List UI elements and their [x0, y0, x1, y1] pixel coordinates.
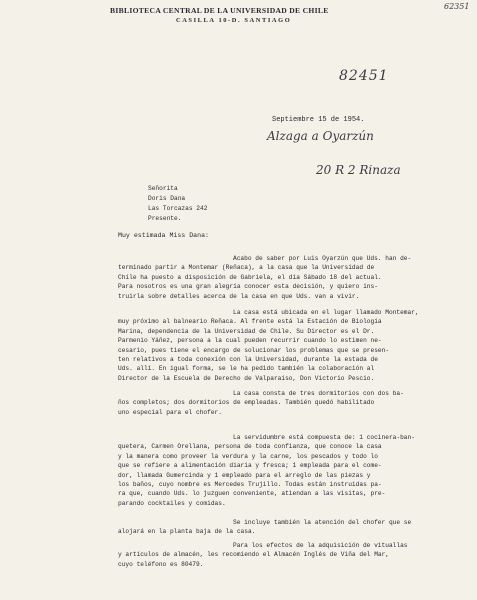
- paragraph-line: Para los efectos de la adquisición de vituallas: [233, 542, 408, 549]
- recipient-line: Las Torcazas 242: [148, 205, 208, 212]
- body-paragraph: [118, 254, 411, 301]
- paragraph-line: Acabo de saber por Luis Oyarzún que Uds. han de-: [233, 255, 412, 262]
- body-paragraph: [118, 541, 408, 569]
- paragraph-line: Para nosotros es una gran alegría conocer esta decisión, y quiero ins-: [118, 283, 378, 291]
- recipient-address: [148, 184, 207, 224]
- paragraph-line: quetera, Carmen Orellana, persona de toda confianza, que conoce la casa: [118, 443, 382, 451]
- catalog-number: 82451: [339, 68, 389, 84]
- handwritten-code-note: 20 R 2 Rinaza: [316, 163, 401, 177]
- body-paragraph: [118, 433, 415, 508]
- letterhead-title: BIBLIOTECA CENTRAL DE LA UNIVERSIDAD DE CHILE: [110, 6, 329, 15]
- paragraph-line: dor, llamada Gumercinda y 1 empleado para el arreglo de las piezas y: [118, 471, 371, 479]
- paragraph-line: ten relativos a toda conexión con la Universidad, durante la estada de: [118, 356, 378, 364]
- paragraph-line: y artículos de almacén, les recomiendo el Almacén Inglés de Viña del Mar,: [118, 551, 390, 559]
- paragraph-line: uno especial para el chofer.: [118, 408, 222, 416]
- body-paragraph: [118, 389, 404, 417]
- recipient-line: Presente.: [148, 215, 182, 222]
- paragraph-line: cuyo teléfono es 80479.: [118, 560, 204, 568]
- paragraph-line: muy próximo al balneario Reñaca. Al frente está la Estación de Biología: [118, 318, 382, 326]
- paragraph-line: ños completos; dos dormitorios de empleadas. También quedó habilitado: [118, 399, 375, 407]
- handwritten-name-note: Alzaga a Oyarzún: [267, 129, 374, 143]
- recipient-line: Doris Dana: [148, 195, 186, 202]
- paragraph-line: los baños, cuyo nombre es Mercedes Trujillo. Todas están instruidas pa-: [118, 481, 382, 489]
- paragraph-line: La casa está ubicada en el lugar llamado Montemar,: [233, 309, 419, 316]
- corner-reference-number: 62351: [444, 2, 470, 11]
- paragraph-line: que se refiere a alimentación diaria y fresca; 1 empleada para el come-: [118, 462, 382, 470]
- recipient-line: Señorita: [148, 185, 178, 192]
- paragraph-line: Director de la Escuela de Derecho de Valparaíso, Don Victorio Pescio.: [118, 374, 375, 382]
- paragraph-line: cesario, pues tiene el encargo de solucionar los problemas que se presen-: [118, 346, 390, 354]
- body-paragraph: [118, 518, 411, 537]
- body-paragraph: [118, 308, 419, 383]
- letter-date: Septiembre 15 de 1954.: [272, 116, 365, 124]
- paragraph-line: terminado partir a Montemar (Reñaca), a la casa que la Universidad de: [118, 264, 375, 272]
- paragraph-line: Parmenio Yáñez, persona a la cual pueden recurrir cuando lo estimen ne-: [118, 337, 382, 345]
- paragraph-line: ra que, cuando Uds. lo juzguen conveniente, atiendan a las visitas, pre-: [118, 490, 386, 498]
- paragraph-line: La servidumbre está compuesta de: 1 cocinera-ban-: [233, 434, 415, 441]
- paragraph-line: parando cocktailes y comidas.: [118, 499, 226, 507]
- paragraph-line: Marina, dependencia de la Universidad de Chile. Su Director es el Dr.: [118, 327, 375, 335]
- paragraph-line: Chile ha puesto a disposición de Gabriela, el día Sábado 18 del actual.: [118, 273, 382, 281]
- paragraph-line: La casa consta de tres dormitorios con dos ba-: [233, 390, 404, 397]
- paragraph-line: truirla sobre detalles acerca de la casa en que Uds. van a vivir.: [118, 292, 360, 300]
- paragraph-line: Se incluye también la atención del chofer que se: [233, 519, 412, 526]
- letterhead-address: CASILLA 10-D. SANTIAGO: [176, 17, 292, 24]
- salutation: Muy estimada Miss Dana:: [118, 232, 210, 239]
- paragraph-line: Uds. allí. En igual forma, se le ha pedido también la colaboración al: [118, 365, 375, 373]
- paragraph-line: alojará en la planta baja de la casa.: [118, 528, 256, 536]
- paragraph-line: y la manera como proveer la verdura y la carne, los pescados y todo lo: [118, 452, 378, 460]
